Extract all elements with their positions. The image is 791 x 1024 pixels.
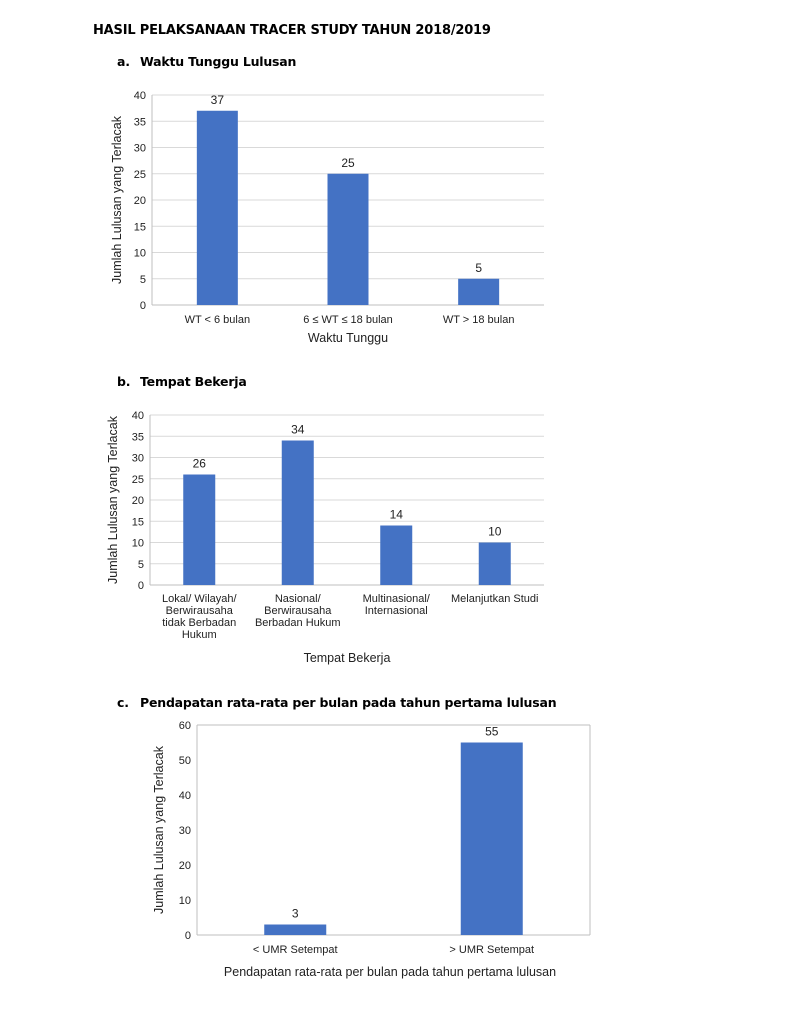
y-axis-title: Jumlah Lulusan yang Terlacak [110, 116, 124, 284]
section-c-label: c. [117, 695, 129, 710]
x-tick-label: Internasional [364, 605, 428, 617]
y-tick-label: 30 [178, 825, 191, 837]
y-tick-label: 50 [178, 755, 191, 767]
data-label: 10 [488, 524, 502, 539]
y-tick-label: 5 [139, 273, 146, 286]
y-tick-label: 40 [133, 90, 146, 102]
x-tick-label: 6 ≤ WT ≤ 18 bulan [303, 314, 393, 326]
x-tick-label: Berwirausaha [165, 605, 233, 617]
bar [197, 111, 238, 305]
y-tick-label: 10 [133, 247, 146, 260]
y-tick-label: 35 [131, 431, 144, 444]
section-a-label: a. [117, 54, 130, 69]
section-c-title: Pendapatan rata-rata per bulan pada tahun pertama lulusan [140, 695, 557, 710]
x-axis-title: Tempat Bekerja [303, 651, 391, 665]
x-tick-label: Hukum [181, 629, 217, 641]
bar [380, 526, 412, 586]
y-tick-label: 15 [133, 221, 146, 234]
y-tick-label: 10 [131, 537, 144, 550]
x-tick-label: Berbadan Hukum [254, 617, 341, 629]
y-tick-label: 0 [137, 580, 144, 592]
section-a-title: Waktu Tunggu Lulusan [140, 54, 297, 69]
y-axis-title: Jumlah Lulusan yang Terlacak [106, 416, 120, 584]
y-tick-label: 15 [131, 516, 144, 529]
y-tick-label: 10 [178, 895, 191, 907]
y-tick-label: 20 [178, 860, 191, 872]
y-tick-label: 20 [133, 195, 146, 207]
y-tick-label: 30 [133, 142, 146, 155]
x-tick-label: WT > 18 bulan [442, 314, 515, 326]
data-label: 14 [389, 507, 403, 522]
x-tick-label: tidak Berbadan [162, 617, 237, 629]
bar [461, 743, 523, 936]
x-tick-label: Nasional/ [274, 593, 321, 605]
data-label: 25 [341, 155, 355, 170]
bar [183, 475, 215, 586]
data-label: 3 [291, 906, 299, 921]
y-tick-label: 40 [131, 410, 144, 422]
y-axis-title: Jumlah Lulusan yang Terlacak [152, 746, 166, 914]
y-tick-label: 25 [131, 473, 144, 486]
y-tick-label: 0 [184, 930, 191, 942]
y-tick-label: 35 [133, 116, 146, 129]
bar [328, 174, 369, 305]
x-tick-label: Lokal/ Wilayah/ [161, 593, 237, 605]
section-b-label: b. [117, 374, 131, 389]
x-tick-label: Melanjutkan Studi [451, 593, 539, 605]
y-tick-label: 40 [178, 790, 191, 802]
y-tick-label: 0 [139, 300, 146, 312]
y-tick-label: 30 [131, 452, 144, 465]
data-label: 26 [192, 456, 206, 471]
x-tick-label: < UMR Setempat [252, 944, 338, 956]
y-tick-label: 60 [178, 720, 191, 732]
x-tick-label: Multinasional/ [362, 593, 430, 605]
data-label: 37 [210, 92, 225, 107]
y-tick-label: 20 [131, 495, 144, 507]
bar [282, 441, 314, 586]
x-tick-label: Berwirausaha [264, 605, 332, 617]
bar [458, 279, 499, 305]
document-title: HASIL PELAKSANAAN TRACER STUDY TAHUN 2018/2019 [93, 23, 491, 38]
x-axis-title: Waktu Tunggu [307, 331, 389, 345]
section-b-title: Tempat Bekerja [140, 374, 247, 389]
x-tick-label: > UMR Setempat [449, 944, 535, 956]
data-label: 34 [291, 422, 305, 437]
x-axis-title: Pendapatan rata-rata per bulan pada tahun pertama lulusan [223, 965, 557, 979]
bar [479, 543, 511, 586]
data-label: 55 [485, 724, 499, 739]
y-tick-label: 5 [137, 558, 144, 571]
x-tick-label: WT < 6 bulan [184, 314, 251, 326]
data-label: 5 [475, 260, 483, 275]
y-tick-label: 25 [133, 168, 146, 181]
bar [264, 925, 326, 936]
